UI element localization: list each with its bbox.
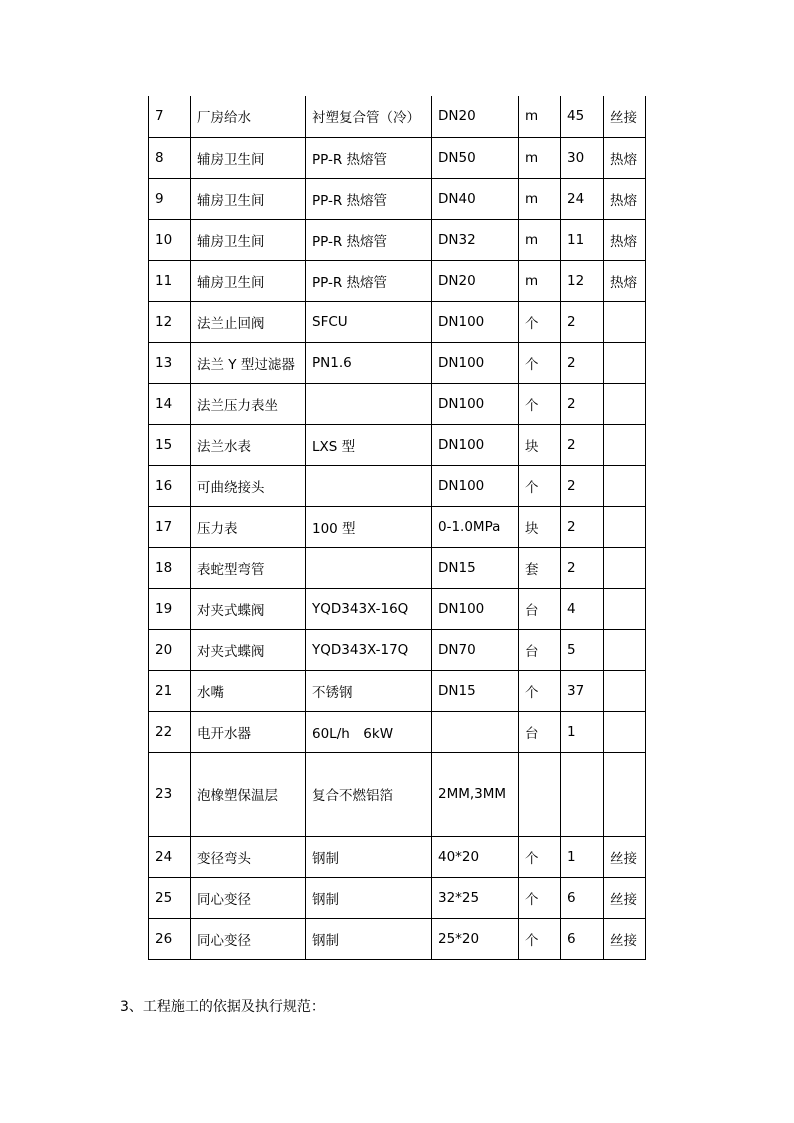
material-cell: 钢制: [306, 877, 432, 918]
row-number: 23: [149, 752, 191, 836]
row-number: 20: [149, 629, 191, 670]
unit-cell: 块: [519, 424, 561, 465]
method-cell: [604, 588, 646, 629]
item-name: 对夹式蝶阀: [191, 588, 306, 629]
material-cell: 不锈钢: [306, 670, 432, 711]
material-cell: [306, 383, 432, 424]
method-cell: [604, 424, 646, 465]
row-number: 7: [149, 96, 191, 137]
row-number: 15: [149, 424, 191, 465]
row-number: 12: [149, 301, 191, 342]
row-number: 25: [149, 877, 191, 918]
material-cell: 复合不燃铝箔: [306, 752, 432, 836]
item-name: 法兰水表: [191, 424, 306, 465]
material-cell: [306, 547, 432, 588]
method-cell: 热熔: [604, 178, 646, 219]
table-body: [149, 96, 646, 959]
item-name: 辅房卫生间: [191, 178, 306, 219]
unit-cell: m: [519, 96, 561, 137]
quantity-cell: 30: [561, 137, 604, 178]
method-cell: 热熔: [604, 219, 646, 260]
table-row: [149, 383, 646, 424]
row-number: 13: [149, 342, 191, 383]
item-name: 同心变径: [191, 918, 306, 959]
quantity-cell: 1: [561, 711, 604, 752]
quantity-cell: 2: [561, 424, 604, 465]
table-row: [149, 465, 646, 506]
quantity-cell: 2: [561, 506, 604, 547]
material-table: [148, 96, 646, 960]
quantity-cell: 6: [561, 877, 604, 918]
table-row: [149, 711, 646, 752]
unit-cell: 个: [519, 383, 561, 424]
spec-cell: DN15: [432, 670, 519, 711]
unit-cell: 个: [519, 465, 561, 506]
item-name: 法兰止回阀: [191, 301, 306, 342]
quantity-cell: 2: [561, 465, 604, 506]
item-name: 同心变径: [191, 877, 306, 918]
item-name: 对夹式蝶阀: [191, 629, 306, 670]
method-cell: 丝接: [604, 877, 646, 918]
table-row: [149, 506, 646, 547]
quantity-cell: 1: [561, 836, 604, 877]
table-row: [149, 301, 646, 342]
method-cell: [604, 465, 646, 506]
unit-cell: 个: [519, 342, 561, 383]
spec-cell: 32*25: [432, 877, 519, 918]
spec-cell: DN100: [432, 342, 519, 383]
method-cell: [604, 342, 646, 383]
item-name: 法兰压力表坐: [191, 383, 306, 424]
unit-cell: 个: [519, 301, 561, 342]
unit-cell: 个: [519, 670, 561, 711]
quantity-cell: 2: [561, 547, 604, 588]
table-row: [149, 752, 646, 836]
material-cell: SFCU: [306, 301, 432, 342]
method-cell: 丝接: [604, 836, 646, 877]
quantity-cell: 4: [561, 588, 604, 629]
material-cell: YQD343X-16Q: [306, 588, 432, 629]
table-row: [149, 260, 646, 301]
spec-cell: DN100: [432, 465, 519, 506]
unit-cell: 块: [519, 506, 561, 547]
unit-cell: m: [519, 137, 561, 178]
item-name: 表蛇型弯管: [191, 547, 306, 588]
table-row: [149, 137, 646, 178]
material-cell: PN1.6: [306, 342, 432, 383]
method-cell: [604, 301, 646, 342]
unit-cell: 台: [519, 711, 561, 752]
method-cell: 丝接: [604, 96, 646, 137]
spec-cell: DN100: [432, 588, 519, 629]
quantity-cell: 2: [561, 383, 604, 424]
table-row: [149, 219, 646, 260]
table-row: [149, 342, 646, 383]
spec-cell: DN100: [432, 424, 519, 465]
method-cell: [604, 711, 646, 752]
item-name: 压力表: [191, 506, 306, 547]
quantity-cell: 11: [561, 219, 604, 260]
row-number: 24: [149, 836, 191, 877]
quantity-cell: 12: [561, 260, 604, 301]
row-number: 9: [149, 178, 191, 219]
row-number: 19: [149, 588, 191, 629]
quantity-cell: 5: [561, 629, 604, 670]
spec-cell: DN100: [432, 301, 519, 342]
item-name: 辅房卫生间: [191, 219, 306, 260]
row-number: 18: [149, 547, 191, 588]
method-cell: [604, 670, 646, 711]
row-number: 17: [149, 506, 191, 547]
method-cell: [604, 547, 646, 588]
method-cell: 热熔: [604, 137, 646, 178]
row-number: 11: [149, 260, 191, 301]
row-number: 22: [149, 711, 191, 752]
row-number: 26: [149, 918, 191, 959]
spec-cell: DN70: [432, 629, 519, 670]
material-cell: PP-R 热熔管: [306, 178, 432, 219]
table-row: [149, 178, 646, 219]
item-name: 电开水器: [191, 711, 306, 752]
spec-cell: DN50: [432, 137, 519, 178]
item-name: 辅房卫生间: [191, 137, 306, 178]
unit-cell: m: [519, 260, 561, 301]
unit-cell: m: [519, 219, 561, 260]
unit-cell: [519, 752, 561, 836]
table-row: [149, 877, 646, 918]
spec-cell: DN15: [432, 547, 519, 588]
material-cell: PP-R 热熔管: [306, 260, 432, 301]
quantity-cell: 45: [561, 96, 604, 137]
item-name: 变径弯头: [191, 836, 306, 877]
method-cell: [604, 629, 646, 670]
method-cell: 热熔: [604, 260, 646, 301]
table-row: [149, 424, 646, 465]
material-cell: PP-R 热熔管: [306, 219, 432, 260]
item-name: 辅房卫生间: [191, 260, 306, 301]
unit-cell: 个: [519, 877, 561, 918]
row-number: 16: [149, 465, 191, 506]
item-name: 水嘴: [191, 670, 306, 711]
unit-cell: 台: [519, 629, 561, 670]
material-cell: PP-R 热熔管: [306, 137, 432, 178]
material-cell: 钢制: [306, 918, 432, 959]
unit-cell: m: [519, 178, 561, 219]
table-row: [149, 836, 646, 877]
item-name: 厂房给水: [191, 96, 306, 137]
spec-cell: DN32: [432, 219, 519, 260]
spec-cell: DN20: [432, 96, 519, 137]
quantity-cell: 2: [561, 342, 604, 383]
row-number: 8: [149, 137, 191, 178]
item-name: 泡橡塑保温层: [191, 752, 306, 836]
table-row: [149, 547, 646, 588]
material-cell: 衬塑复合管（冷）: [306, 96, 432, 137]
spec-cell: 0-1.0MPa: [432, 506, 519, 547]
method-cell: 丝接: [604, 918, 646, 959]
quantity-cell: 2: [561, 301, 604, 342]
material-cell: 100 型: [306, 506, 432, 547]
table-row: [149, 918, 646, 959]
method-cell: [604, 752, 646, 836]
method-cell: [604, 383, 646, 424]
spec-cell: DN100: [432, 383, 519, 424]
method-cell: [604, 506, 646, 547]
section-heading: 3、工程施工的依据及执行规范：: [120, 999, 325, 1015]
material-cell: YQD343X-17Q: [306, 629, 432, 670]
unit-cell: 台: [519, 588, 561, 629]
unit-cell: 个: [519, 836, 561, 877]
spec-cell: 2MM,3MM: [432, 752, 519, 836]
table-row: [149, 96, 646, 137]
spec-cell: 40*20: [432, 836, 519, 877]
row-number: 10: [149, 219, 191, 260]
item-name: 可曲绕接头: [191, 465, 306, 506]
row-number: 14: [149, 383, 191, 424]
quantity-cell: [561, 752, 604, 836]
material-cell: [306, 465, 432, 506]
material-cell: 60L/h 6kW: [306, 711, 432, 752]
table-row: [149, 670, 646, 711]
spec-cell: DN40: [432, 178, 519, 219]
spec-cell: 25*20: [432, 918, 519, 959]
quantity-cell: 6: [561, 918, 604, 959]
row-number: 21: [149, 670, 191, 711]
table-row: [149, 629, 646, 670]
spec-cell: [432, 711, 519, 752]
item-name: 法兰 Y 型过滤器: [191, 342, 306, 383]
table-row: [149, 588, 646, 629]
spec-cell: DN20: [432, 260, 519, 301]
quantity-cell: 24: [561, 178, 604, 219]
quantity-cell: 37: [561, 670, 604, 711]
material-cell: 钢制: [306, 836, 432, 877]
unit-cell: 套: [519, 547, 561, 588]
material-cell: LXS 型: [306, 424, 432, 465]
unit-cell: 个: [519, 918, 561, 959]
